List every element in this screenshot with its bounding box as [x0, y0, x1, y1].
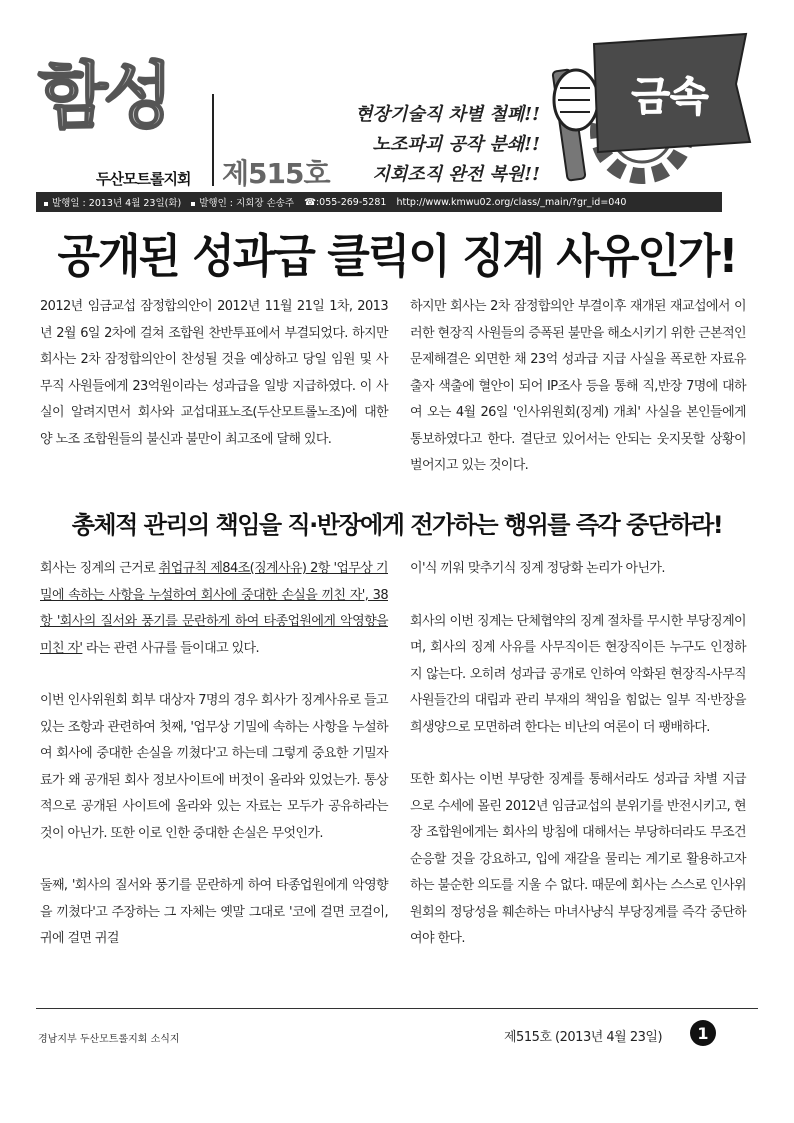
body-p1-text-a: 회사는 징계의 근거로: [40, 561, 159, 576]
body-paragraph-4: 이'식 끼워 맞추기식 징계 정당화 논리가 아닌가.: [410, 561, 665, 576]
slogans: [330, 100, 540, 190]
phone: ☎:055-269-5281: [304, 196, 387, 208]
paragraph-gap: [410, 741, 746, 767]
slogan-3: 지회조직 완전 복원!!: [372, 164, 540, 185]
subheadline: 총체적 관리의 책임을 직·반장에게 전가하는 행위를 즉각 중단하라!: [71, 511, 723, 539]
footer-issue: 제515호 (2013년 4월 23일): [504, 1030, 663, 1045]
slogan-1: 현장기술직 차별 철폐!!: [355, 104, 540, 125]
body-paragraph-1: [40, 556, 388, 662]
website-link[interactable]: http://www.kmwu02.org/class/_main/?gr_id=040: [396, 196, 627, 208]
issue-number: 제515호: [222, 157, 330, 190]
chapter-name: 두산모트롤지회: [96, 170, 191, 188]
paragraph-gap: [40, 847, 388, 873]
paragraph-gap: [40, 662, 388, 688]
masthead-divider: [212, 94, 214, 186]
intro-right-column: [410, 294, 746, 480]
publish-date: 발행일 : 2013년 4월 23일(화): [52, 198, 182, 209]
intro-left-column: [40, 294, 388, 453]
body-paragraph-6: 또한 회사는 이번 부당한 징계를 통해서라도 성과급 차별 지급으로 수세에 몰린 2012년 임금교섭의 분위기를 반전시키고, 현장 조합원에게는 회사의 방침에 대해서는 부당하더라도 무조건 순응할 것을 강요하고, 입에 재갈을 물리는 계기로 활용하고자 하는 불순한 의도를 지울 수 없다. 때문에 회사는 스스로 인사위원회의 정당성을 훼손하는 마녀사냥식 부당징계를 즉각 중단하여야 한다.: [410, 772, 746, 946]
intro-left-paragraph: 2012년 임금교섭 잠정합의안이 2012년 11월 21일 1차, 2013년 2월 6일 2차에 걸쳐 조합원 찬반투표에서 부결되었다. 하지만 회사는 2차 잠정합의안이 찬성될 것을 예상하고 당일 임원 및 사무직 사원들에게 23억원이라는 성과급을 일방 지급하였다. 이 사실이 알려지면서 회사와 교섭대표노조(두산모트롤노조)에 대한 양 노조 조합원들의 불신과 불만이 최고조에 달해 있다.: [40, 299, 388, 447]
union-logo: [550, 30, 760, 188]
union-flag-fist-icon: [550, 30, 760, 188]
bullet-icon: [44, 202, 48, 206]
publisher-wrap: [191, 195, 294, 209]
newsletter-title: 함성: [38, 54, 170, 138]
body-paragraph-3: 둘째, '회사의 질서와 풍기를 문란하게 하여 타종업원에게 악영향을 끼쳤다'고 주장하는 그 자체는 옛말 그대로 '코에 걸면 코걸이, 귀에 걸면 귀걸: [40, 878, 388, 946]
logo-text: 금속: [631, 74, 709, 120]
rule-citation: 취업규칙 제84조(징계사유) 2항 '업무상 기밀에 속하는 사항을 누설하여 회사에 중대한 손실을 끼친 자', 38항 '회사의 질서와 풍기를 문란하게 하여 타종업원에게 악영향을 미친 자': [40, 561, 388, 656]
footer-rule: [36, 1008, 758, 1009]
page-number: 1: [690, 1020, 716, 1046]
body-p1-text-b: 라는 관련 사규를 들이대고 있다.: [82, 640, 260, 656]
intro-right-paragraph: 하지만 회사는 2차 잠정합의안 부결이후 재개된 재교섭에서 이러한 현장직 사원들의 증폭된 불만을 해소시키기 위한 근본적인 문제해결은 외면한 채 23억 성과급 지급 사실을 폭로한 자료유출자 색출에 혈안이 되어 IP조사 등을 통해 직,반장 7명에 대하여 오는 4월 26일 '인사위원회(징계) 개최' 사실을 본인들에게 통보하였다고 한다. 결단코 있어서는 안되는 웃지못할 상황이 벌어지고 있는 것이다.: [410, 299, 746, 473]
body-paragraph-5: 회사의 이번 징계는 단체협약의 징계 절차를 무시한 부당징계이며, 회사의 징계 사유를 사무직이든 현장직이든 누구도 인정하지 않는다. 오히려 성과급 공개로 인하여 악화된 현장직-사무직 사원들간의 대립과 관리 부재의 책임을 힘없는 일부 직·반장을 희생양으로 모면하려 한다는 비난의 여론이 더 팽배하다.: [410, 613, 746, 735]
footer-publication: 경남지부 두산모트롤지회 소식지: [38, 1034, 180, 1045]
body-right-column: [410, 556, 746, 953]
headline: 공개된 성과급 클릭이 징계 사유인가!: [57, 229, 737, 284]
body-paragraph-2: 이번 인사위원회 회부 대상자 7명의 경우 회사가 징계사유로 들고 있는 조항과 관련하여 첫째, '업무상 기밀에 속하는 사항을 누설하여 회사에 중대한 손실을 끼쳤다'고 하는데 그렇게 중요한 기밀자료가 왜 공개된 회사 정보사이트에 버젓이 올라와 있었는가. 통상적으로 공개된 사이트에 올라와 있는 자료는 모두가 공유하라는 것이 아닌가. 또한 이로 인한 중대한 손실은 무엇인가.: [40, 693, 388, 841]
info-bar: [36, 192, 722, 212]
slogan-2: 노조파괴 공작 분쇄!!: [372, 134, 540, 155]
paragraph-gap: [410, 583, 746, 609]
body-left-column: [40, 556, 388, 953]
bullet-icon: [191, 202, 195, 206]
publisher: 발행인 : 지회장 손송주: [199, 198, 295, 209]
publish-date-wrap: [44, 195, 181, 209]
